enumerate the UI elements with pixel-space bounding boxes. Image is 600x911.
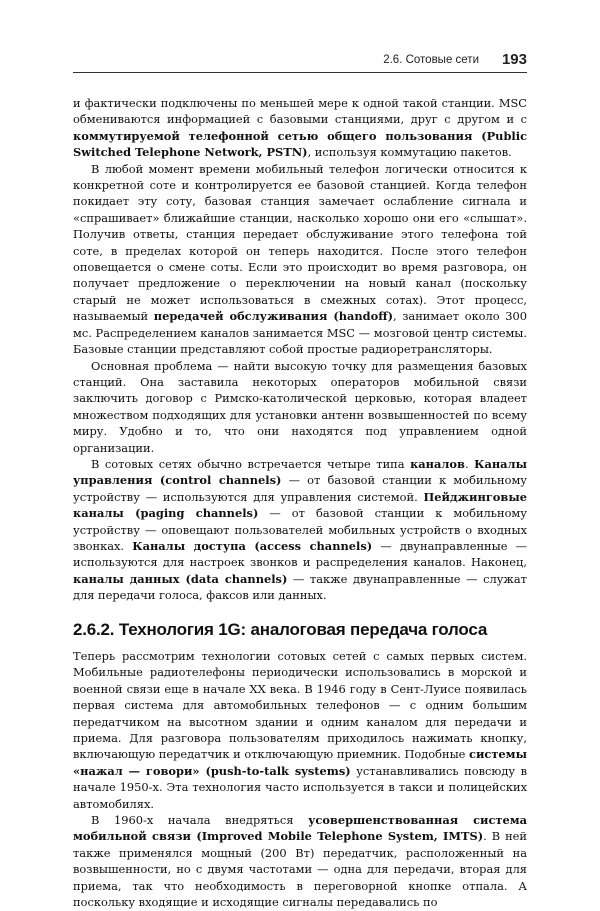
text-run: , используя коммутацию пакетов. [307,145,512,160]
bold-term: Каналы управления (control channels) [73,456,527,488]
bold-term: усовершенствованная система мобильной связи (Improved Mobile Telephone System, IMTS) [73,813,527,844]
paragraph [73,161,527,358]
text-run: — также двунаправленные — служат для передачи голоса, факсов или данных. [73,571,527,603]
bold-term: каналы данных (data channels) [73,571,288,586]
text-run: Основная проблема — найти высокую точку для размещения базовых станций. Она заставила некоторых операторов мобильной связи заключить договор с Римско-католической церковью, которая владеет множеством подходящих для установки антенн возвышенностей по всему миру. Удобно и то, что они находятся под управлением одной организации. [73,358,527,455]
text-run: В любой момент времени мобильный телефон логически относится к конкретной соте и контролируется ее базовой станцией. Когда телефон покидает эту соту, базовая станция замечает ослабление сигнала и «спрашивает» ближайшие станции, насколько хорошо они его «слышат». Получив ответы, станция передает обслуживание этого телефона той соте, в пределах которой он теперь находится. После этого телефон оповещается о смене соты. Если это происходит во время разговора, он получает предложение о переключении на новый канал (поскольку старый не может использоваться в смежных сотах). Этот процесс, называемый [73,161,527,324]
text-run: и фактически подключены по меньшей мере к одной такой станции. MSC обмениваются информацией с базовыми станциями, друг с другом и с [73,96,527,127]
text-run: . В ней также применялся мощный (200 Вт) передатчик, расположенный на возвышенности, но с двумя частотами — одна для передачи, вторая для приема, так что необходимость в переговорной кнопке отпала. А поскольку входящие и исходящие сигналы передавались по [73,829,527,910]
text-run: устанавливались повсюду в начале 1950-х. Эта технология часто используется в такси и полицейских автомобилях. [73,763,527,811]
text-run: — двунаправленные — используются для настроек звонков и распределения каналов. Наконец, [73,538,528,570]
text-run: В сотовых сетях обычно встречается четыре типа [91,456,411,471]
text-run: — от базовой станции к мобильному устройству — используются для управления системой. [73,473,528,504]
page-content [73,95,527,911]
body-text-bottom [73,648,527,911]
paragraph [73,358,527,456]
text-run: . [464,456,475,471]
running-title: 2.6. Сотовые сети [383,54,479,66]
text-run: , занимает около 300 мс. Распределением каналов занимается MSC — мозговой центр системы. Базовые станции представляют собой простые радиоретрансляторы. [73,309,527,357]
bold-term: Пейджинговые каналы (paging channels) [73,489,527,521]
paragraph [73,456,527,604]
bold-term: Каналы доступа (access channels) [132,538,373,553]
page-header [73,50,527,73]
bold-term: передачей обслуживания (handoff) [153,309,393,324]
paragraph [73,95,527,161]
paragraph [73,648,527,812]
bold-term: каналов [410,456,465,471]
bold-term: системы «нажал — говори» (push-to-talk systems) [73,747,527,778]
text-run: Теперь рассмотрим технологии сотовых сетей с самых первых систем. Мобильные радиотелефоны периодически использовались в морской и военной связи еще в начале XX века. В 1946 году в Сент-Луисе появилась первая система для автомобильных телефонов — с одним большим передатчиком на высотном здании и одним каналом для передачи и приема. Для разговора пользователям приходилось нажимать кнопку, включающую передатчик и отключающую приемник. Подобные [73,649,527,762]
body-text-top [73,95,527,604]
page-number: 193 [501,51,527,68]
text-run: — от базовой станции к мобильному устройству — оповещают пользователей мобильных устройств о входных звонках. [73,506,527,553]
section-heading: 2.6.2. Технология 1G: аналоговая передача голоса [73,619,488,639]
text-run: В 1960-х начала внедряться [91,813,309,828]
paragraph [73,812,527,910]
bold-term: коммутируемой телефонной сетью общего пользования (Public Switched Telephone Network, PSTN) [73,128,527,160]
